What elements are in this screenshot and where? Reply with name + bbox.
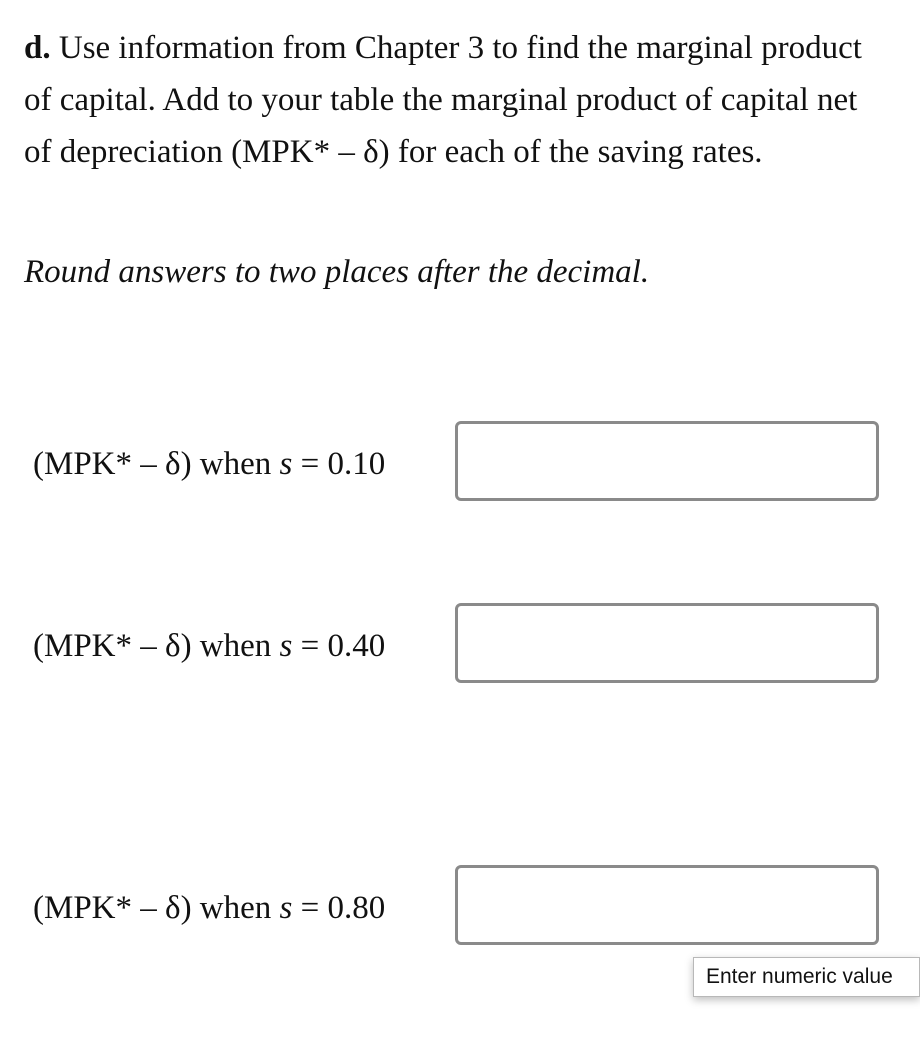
answer-input-s-040[interactable] xyxy=(455,603,879,683)
label-prefix: (MPK* – δ) when xyxy=(33,446,280,482)
rounding-instruction: Round answers to two places after the decimal. xyxy=(24,254,650,290)
label-prefix: (MPK* – δ) when xyxy=(33,628,280,664)
label-suffix: = 0.10 xyxy=(292,446,386,482)
label-variable: s xyxy=(279,628,293,664)
label-variable: s xyxy=(279,890,293,926)
question-text xyxy=(24,22,884,178)
answer-input-s-010[interactable] xyxy=(455,421,879,501)
answer-label-s-010 xyxy=(33,421,385,507)
answer-label-s-080 xyxy=(33,865,385,951)
question-part-label: d. xyxy=(24,30,51,66)
answer-label-s-040 xyxy=(33,603,385,689)
answer-row-s-080 xyxy=(33,865,893,951)
label-variable: s xyxy=(279,446,293,482)
answer-input-s-080[interactable] xyxy=(455,865,879,945)
answer-row-s-010 xyxy=(33,421,893,507)
question-body: Use information from Chapter 3 to find the marginal product of capital. Add to your table the marginal product of capital net of depreciation (MPK* – δ) for each of the saving rates. xyxy=(24,30,862,170)
label-suffix: = 0.40 xyxy=(292,628,386,664)
numeric-value-tooltip: Enter numeric value xyxy=(693,957,920,997)
label-prefix: (MPK* – δ) when xyxy=(33,890,280,926)
label-suffix: = 0.80 xyxy=(292,890,386,926)
answer-row-s-040 xyxy=(33,603,893,689)
